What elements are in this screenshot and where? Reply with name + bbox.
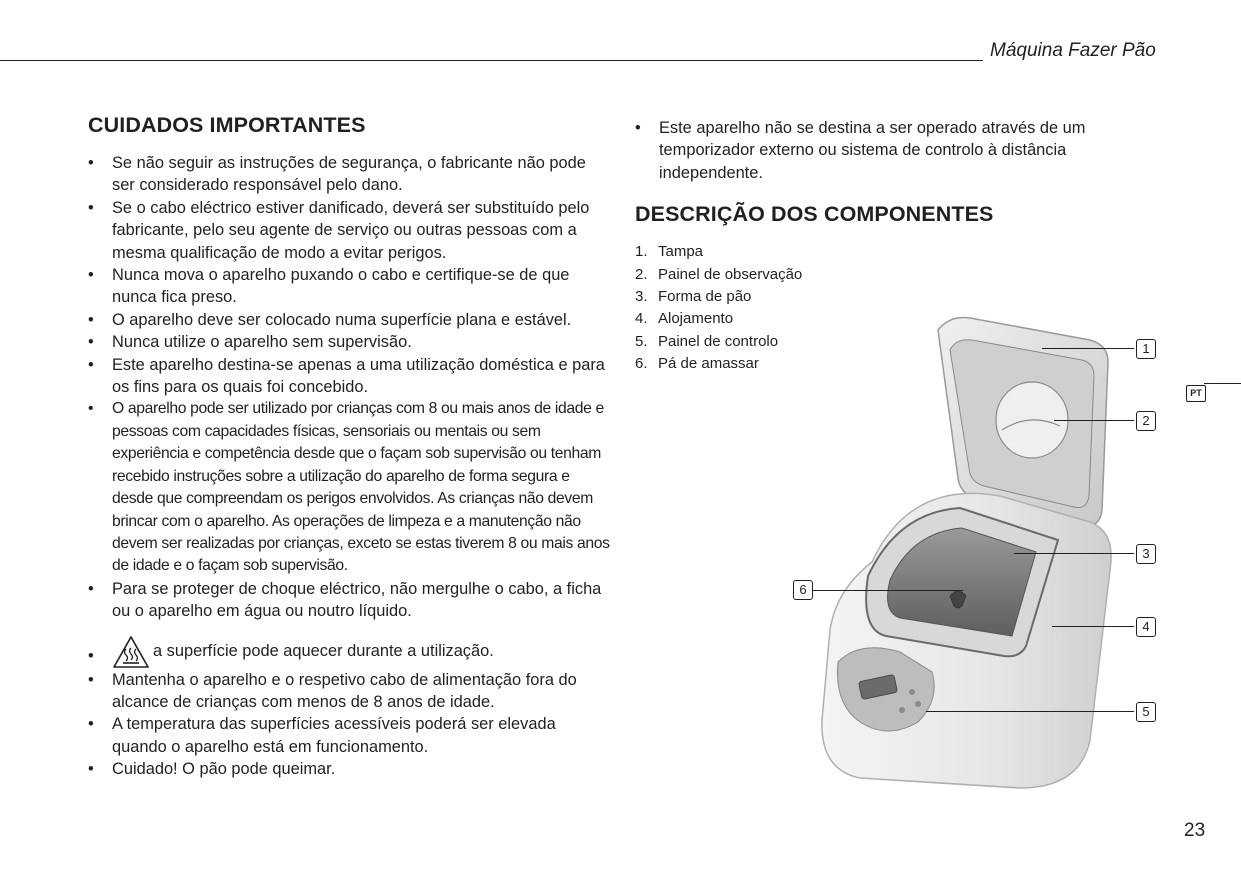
- component-item: 3. Forma de pão: [635, 288, 752, 306]
- safety-list: [88, 152, 613, 781]
- callout-leader: [1014, 553, 1134, 554]
- page-number: 23: [1184, 820, 1206, 841]
- callout-leader: [926, 711, 1134, 712]
- safety-item: • Se o cabo eléctrico estiver danificado, deverá ser substituído pelo fabricante, pelo seu agente de serviço ou outras pessoas com a mesma qualificação de modo a evitar perigos.: [88, 197, 613, 264]
- safety-item: • O aparelho deve ser colocado numa superfície plana e estável.: [88, 309, 613, 331]
- components-heading: DESCRIÇÃO DOS COMPONENTES: [635, 202, 994, 227]
- safety-item: • Para se proteger de choque eléctrico, não mergulhe o cabo, a ficha ou o aparelho em água ou noutro líquido.: [88, 578, 613, 623]
- safety-item: • Este aparelho destina-se apenas a uma utilização doméstica e para os fins para os quais foi concebido.: [88, 354, 613, 399]
- callout-leader: [1042, 348, 1134, 349]
- callout-label: 2: [1136, 411, 1156, 431]
- callout-label: 1: [1136, 339, 1156, 359]
- header-rule: [0, 60, 983, 61]
- safety-item: • Este aparelho não se destina a ser operado através de um temporizador externo ou sistema de controlo à distância independente.: [635, 117, 1105, 184]
- safety-item: • Mantenha o aparelho e o respetivo cabo de alimentação fora do alcance de crianças com menos de 8 anos de idade.: [88, 669, 613, 714]
- safety-item-text: • a superfície pode aquecer durante a utilização.: [153, 642, 494, 661]
- safety-section: [88, 113, 613, 781]
- language-tab-rule: [1204, 383, 1241, 384]
- safety-item-hot-surface: [88, 635, 613, 669]
- safety-item: • Nunca utilize o aparelho sem supervisão.: [88, 331, 613, 353]
- component-item: 1. Tampa: [635, 243, 704, 261]
- component-item: 5. Painel de controlo: [635, 332, 779, 350]
- callout-leader: [1052, 626, 1134, 627]
- callout-label: 6: [793, 580, 813, 600]
- callout-label: 3: [1136, 544, 1156, 564]
- safety-item: • A temperatura das superfícies acessíveis poderá ser elevada quando o aparelho está em funcionamento.: [88, 713, 613, 758]
- hot-surface-warning-icon: [112, 635, 150, 669]
- callout-leader: [1054, 420, 1134, 421]
- callout-label: 5: [1136, 702, 1156, 722]
- page-header-title: Máquina Fazer Pão: [990, 40, 1156, 61]
- right-safety-list: [635, 117, 1105, 184]
- safety-heading: CUIDADOS IMPORTANTES: [88, 113, 366, 137]
- safety-item: • O aparelho pode ser utilizado por crianças com 8 ou mais anos de idade e pessoas com capacidades físicas, sensoriais ou mentais ou sem experiência e competência desde que o façam sob supervisão ou tenham recebido instruções sobre a utilização do aparelho de forma segura e desde que compreendam os perigos envolvidos. As crianças não devem brincar com o aparelho. As operações de limpeza e a manutenção não devem ser realizadas por crianças, exceto se estas tiverem 8 ou mais anos de idade e o façam sob supervisão.: [88, 398, 613, 577]
- component-item: 6. Pá de amassar: [635, 355, 759, 373]
- component-item: 4. Alojamento: [635, 310, 734, 328]
- component-item: 2. Painel de observação: [635, 265, 803, 283]
- safety-item: • Se não seguir as instruções de segurança, o fabricante não pode ser considerado responsável pelo dano.: [88, 152, 613, 197]
- bread-maker-illustration: [790, 300, 1170, 800]
- safety-item: • Cuidado! O pão pode queimar.: [88, 758, 613, 780]
- safety-item: • Nunca mova o aparelho puxando o cabo e certifique-se de que nunca fica preso.: [88, 264, 613, 309]
- language-badge: PT: [1186, 385, 1206, 402]
- callout-label: 4: [1136, 617, 1156, 637]
- callout-leader: [813, 590, 963, 591]
